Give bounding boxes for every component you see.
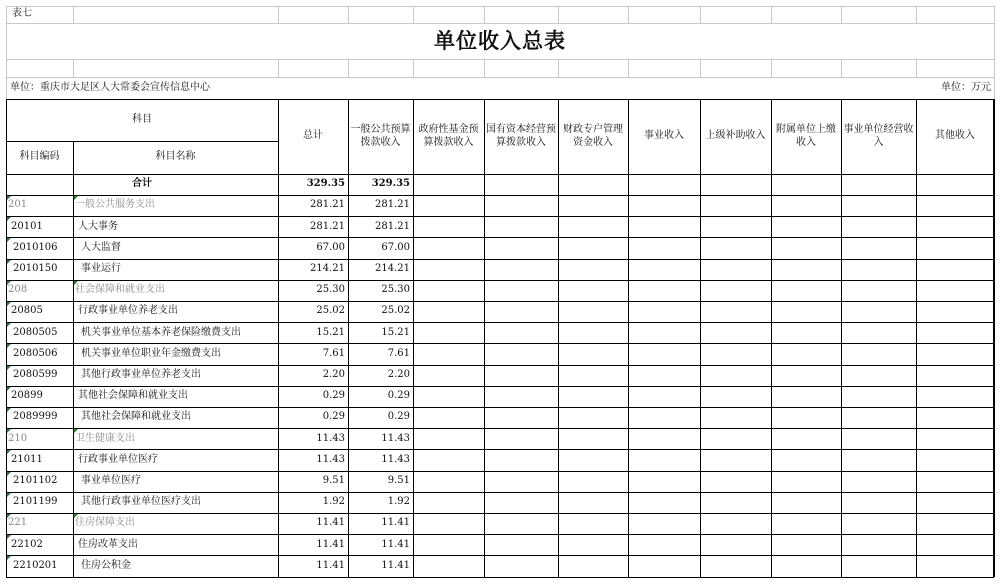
table-border bbox=[73, 141, 74, 577]
sheet-grid-line bbox=[348, 6, 349, 23]
row-code: 2101199 bbox=[13, 496, 58, 508]
table-border bbox=[6, 259, 994, 260]
row-general-budget: 11.41 bbox=[381, 559, 410, 571]
row-general-budget: 1.92 bbox=[387, 496, 410, 508]
table-border bbox=[6, 99, 7, 577]
table-border bbox=[771, 99, 772, 577]
row-general-budget: 11.41 bbox=[381, 517, 410, 529]
row-name: 人大事务 bbox=[78, 220, 118, 232]
table-border bbox=[6, 471, 994, 472]
row-name: 其他行政事业单位医疗支出 bbox=[81, 496, 201, 508]
header-operating: 事业单位经营收入 bbox=[843, 124, 914, 148]
table-border bbox=[6, 237, 994, 238]
row-general-budget: 0.29 bbox=[387, 390, 410, 402]
header-affiliated: 附属单位上缴收入 bbox=[776, 124, 836, 148]
sheet-grid-line bbox=[73, 59, 74, 77]
row-code: 2210201 bbox=[13, 559, 58, 571]
table-border bbox=[6, 195, 994, 196]
row-total: 11.41 bbox=[316, 538, 345, 550]
row-code: 20805 bbox=[11, 305, 43, 317]
row-general-budget: 7.61 bbox=[387, 347, 410, 359]
row-total: 0.29 bbox=[322, 390, 345, 402]
table-border bbox=[6, 280, 994, 281]
sheet-grid-line bbox=[413, 59, 414, 77]
row-general-budget: 25.30 bbox=[381, 284, 410, 296]
row-name: 其他行政事业单位养老支出 bbox=[81, 368, 201, 380]
row-total: 9.51 bbox=[322, 474, 345, 486]
row-code: 2080599 bbox=[13, 368, 58, 380]
row-name: 机关事业单位职业年金缴费支出 bbox=[81, 347, 221, 359]
table-border bbox=[6, 141, 278, 142]
sheet-grid-line bbox=[841, 59, 842, 77]
table-border bbox=[6, 365, 994, 366]
table-border bbox=[6, 449, 994, 450]
row-total: 11.43 bbox=[316, 453, 345, 465]
row-total: 11.43 bbox=[316, 432, 345, 444]
sheet-grid-line bbox=[348, 59, 349, 77]
table-border bbox=[6, 513, 994, 514]
unit-measure: 单位：万元 bbox=[941, 81, 991, 93]
row-name: 住房保障支出 bbox=[75, 517, 135, 529]
header-code: 科目编码 bbox=[19, 151, 60, 163]
row-name: 人大监督 bbox=[81, 241, 121, 253]
row-name: 社会保障和就业支出 bbox=[75, 284, 165, 296]
row-name: 住房公积金 bbox=[81, 559, 131, 571]
sheet-grid-line bbox=[771, 6, 772, 23]
row-code: 2101102 bbox=[13, 474, 58, 486]
row-total: 281.21 bbox=[310, 199, 345, 211]
unit-name: 单位：重庆市大足区人大常委会宣传信息中心 bbox=[10, 81, 210, 93]
total-row-general-budget: 329.35 bbox=[371, 178, 410, 190]
total-row-label: 合计 bbox=[132, 178, 152, 190]
sheet-grid-line bbox=[278, 6, 279, 23]
table-border bbox=[916, 99, 917, 577]
table-border bbox=[700, 99, 701, 577]
row-general-budget: 67.00 bbox=[381, 241, 410, 253]
table-border bbox=[841, 99, 842, 577]
row-name: 行政事业单位养老支出 bbox=[78, 305, 178, 317]
row-total: 214.21 bbox=[310, 262, 345, 274]
table-border bbox=[348, 99, 349, 577]
header-subsidy: 上级补助收入 bbox=[705, 130, 766, 142]
row-total: 0.29 bbox=[322, 411, 345, 423]
table-border bbox=[6, 428, 994, 429]
table-border bbox=[993, 99, 994, 577]
sheet-grid-line bbox=[994, 6, 995, 23]
header-subject: 科目 bbox=[132, 113, 152, 125]
page-title: 单位收入总表 bbox=[434, 27, 566, 53]
sheet-grid-line bbox=[628, 6, 629, 23]
table-border bbox=[6, 492, 994, 493]
row-total: 15.21 bbox=[316, 326, 345, 338]
row-total: 281.21 bbox=[310, 220, 345, 232]
table-border bbox=[994, 99, 995, 577]
header-state-capital: 国有资本经营预算拨款收入 bbox=[486, 124, 556, 148]
table-border bbox=[6, 555, 994, 556]
row-code: 21011 bbox=[11, 453, 43, 465]
row-code: 2080506 bbox=[13, 347, 58, 359]
sheet-grid-line bbox=[558, 6, 559, 23]
table-border bbox=[6, 301, 994, 302]
row-name: 事业单位医疗 bbox=[81, 474, 141, 486]
table-border bbox=[6, 216, 994, 217]
table-border bbox=[278, 99, 279, 577]
sheet-grid-line bbox=[6, 59, 994, 60]
row-general-budget: 15.21 bbox=[381, 326, 410, 338]
sheet-grid-line bbox=[841, 6, 842, 23]
row-name: 机关事业单位基本养老保险缴费支出 bbox=[81, 326, 241, 338]
row-total: 2.20 bbox=[322, 368, 345, 380]
row-name: 卫生健康支出 bbox=[75, 432, 135, 444]
row-general-budget: 11.43 bbox=[381, 453, 410, 465]
row-code: 22102 bbox=[11, 538, 43, 550]
row-name: 其他社会保障和就业支出 bbox=[78, 390, 188, 402]
row-code: 20899 bbox=[11, 390, 43, 402]
table-border bbox=[6, 407, 994, 408]
row-general-budget: 281.21 bbox=[375, 199, 410, 211]
sheet-grid-line bbox=[628, 59, 629, 77]
row-general-budget: 11.43 bbox=[381, 432, 410, 444]
header-other: 其他收入 bbox=[935, 130, 975, 142]
total-row-total: 329.35 bbox=[306, 178, 345, 190]
sheet-grid-line bbox=[413, 6, 414, 23]
row-code: 2089999 bbox=[13, 411, 58, 423]
row-code: 208 bbox=[8, 284, 28, 296]
row-name: 行政事业单位医疗 bbox=[78, 453, 158, 465]
row-total: 67.00 bbox=[316, 241, 345, 253]
row-general-budget: 2.20 bbox=[387, 368, 410, 380]
sheet-grid-line bbox=[484, 6, 485, 23]
row-name: 其他社会保障和就业支出 bbox=[81, 411, 191, 423]
row-total: 11.41 bbox=[316, 517, 345, 529]
header-gov-fund: 政府性基金预算拨款收入 bbox=[418, 124, 479, 148]
row-code: 20101 bbox=[11, 220, 43, 232]
row-code: 221 bbox=[8, 517, 28, 529]
sheet-grid-line bbox=[73, 6, 74, 23]
row-general-budget: 9.51 bbox=[387, 474, 410, 486]
table-border bbox=[484, 99, 485, 577]
row-total: 1.92 bbox=[322, 496, 345, 508]
table-border bbox=[6, 386, 994, 387]
row-general-budget: 214.21 bbox=[375, 262, 410, 274]
row-general-budget: 25.02 bbox=[381, 305, 410, 317]
sheet-grid-line bbox=[916, 6, 917, 23]
sheet-grid-line bbox=[771, 59, 772, 77]
table-border bbox=[6, 322, 994, 323]
header-business-income: 事业收入 bbox=[644, 130, 684, 142]
sheet-label: 表七 bbox=[12, 8, 32, 20]
table-border bbox=[6, 343, 994, 344]
table-border bbox=[6, 174, 994, 175]
table-border bbox=[6, 534, 994, 535]
header-name: 科目名称 bbox=[155, 151, 196, 163]
row-code: 2010106 bbox=[13, 241, 58, 253]
sheet-grid-line bbox=[700, 6, 701, 23]
table-border bbox=[628, 99, 629, 577]
sheet-grid-line bbox=[6, 6, 7, 23]
sheet-grid-line bbox=[994, 23, 995, 99]
header-total: 总计 bbox=[303, 130, 323, 142]
row-total: 11.41 bbox=[316, 559, 345, 571]
table-border bbox=[6, 99, 994, 100]
sheet-grid-line bbox=[700, 59, 701, 77]
table-border bbox=[6, 577, 994, 578]
row-total: 7.61 bbox=[322, 347, 345, 359]
row-name: 住房改革支出 bbox=[78, 538, 138, 550]
row-total: 25.02 bbox=[316, 305, 345, 317]
row-code: 201 bbox=[8, 199, 28, 211]
row-name: 事业运行 bbox=[81, 262, 121, 274]
row-code: 210 bbox=[8, 432, 28, 444]
header-special-fund: 财政专户管理资金收入 bbox=[563, 124, 623, 148]
row-general-budget: 11.41 bbox=[381, 538, 410, 550]
table-border bbox=[558, 99, 559, 577]
sheet-grid-line bbox=[278, 59, 279, 77]
row-code: 2080505 bbox=[13, 326, 58, 338]
table-border bbox=[413, 99, 414, 577]
income-summary-sheet bbox=[6, 6, 994, 582]
row-name: 一般公共服务支出 bbox=[75, 199, 155, 211]
sheet-grid-line bbox=[916, 59, 917, 77]
row-general-budget: 0.29 bbox=[387, 411, 410, 423]
row-total: 25.30 bbox=[316, 284, 345, 296]
sheet-grid-line bbox=[6, 6, 994, 7]
row-code: 2010150 bbox=[13, 262, 58, 274]
sheet-grid-line bbox=[484, 59, 485, 77]
header-general-budget: 一般公共预算拨款收入 bbox=[350, 124, 411, 148]
row-general-budget: 281.21 bbox=[375, 220, 410, 232]
sheet-grid-line bbox=[558, 59, 559, 77]
